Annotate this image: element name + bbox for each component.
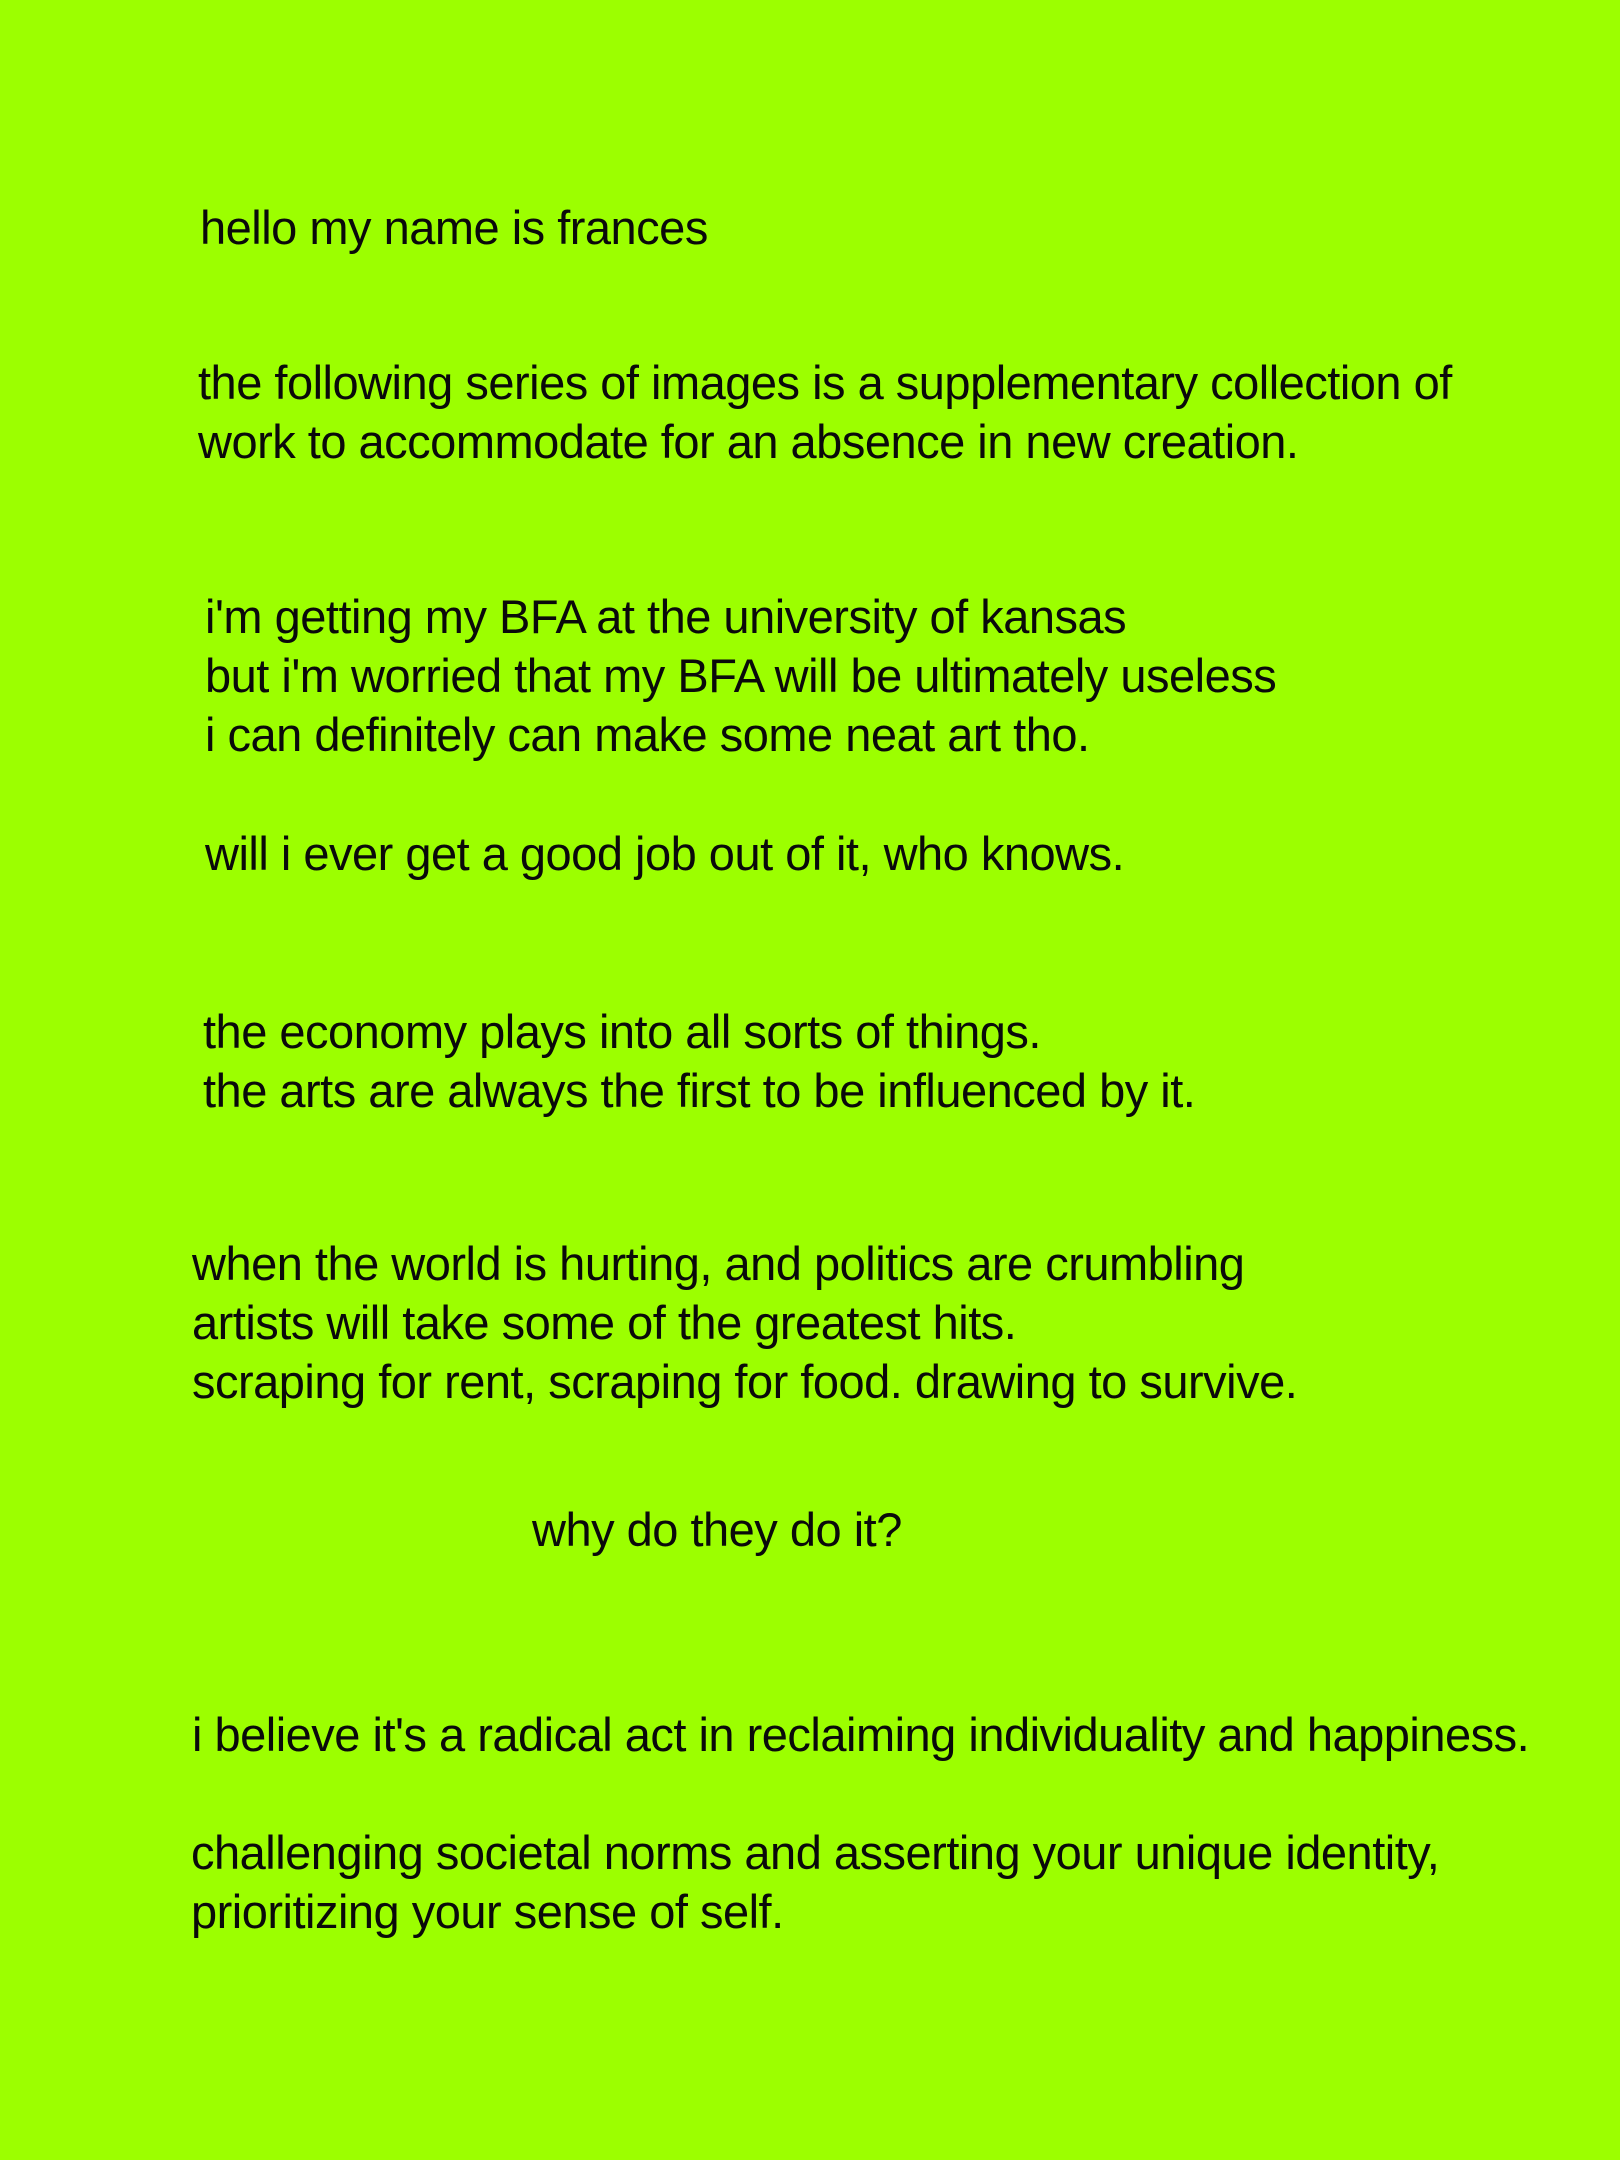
bfa-paragraph <box>205 587 1276 764</box>
challenge-line-2: prioritizing your sense of self. <box>191 1885 784 1938</box>
challenge-paragraph <box>191 1823 1439 1941</box>
challenge-line-1: challenging societal norms and asserting your unique identity, <box>191 1826 1440 1879</box>
why-line: why do they do it? <box>532 1503 902 1556</box>
bfa-line-2: but i'm worried that my BFA will be ultimately useless <box>205 649 1277 702</box>
world-line-3: scraping for rent, scraping for food. drawing to survive. <box>192 1355 1298 1408</box>
why-question <box>532 1500 902 1559</box>
believe-line: i believe it's a radical act in reclaiming individuality and happiness. <box>192 1708 1530 1761</box>
world-line-1: when the world is hurting, and politics are crumbling <box>192 1237 1245 1290</box>
series-paragraph <box>198 353 1452 471</box>
believe-paragraph <box>192 1705 1529 1764</box>
series-line-1: the following series of images is a supplementary collection of <box>198 356 1452 409</box>
job-line: will i ever get a good job out of it, who knows. <box>205 827 1125 880</box>
bfa-line-1: i'm getting my BFA at the university of kansas <box>205 590 1127 643</box>
series-line-2: work to accommodate for an absence in new creation. <box>198 415 1299 468</box>
economy-line-1: the economy plays into all sorts of things. <box>203 1005 1041 1058</box>
intro-line: hello my name is frances <box>200 201 708 254</box>
intro-paragraph <box>200 198 708 257</box>
economy-paragraph <box>203 1002 1195 1120</box>
job-paragraph <box>205 824 1124 883</box>
world-paragraph <box>192 1234 1297 1411</box>
world-line-2: artists will take some of the greatest hits. <box>192 1296 1017 1349</box>
bfa-line-3: i can definitely can make some neat art tho. <box>205 708 1090 761</box>
economy-line-2: the arts are always the first to be influenced by it. <box>203 1064 1196 1117</box>
